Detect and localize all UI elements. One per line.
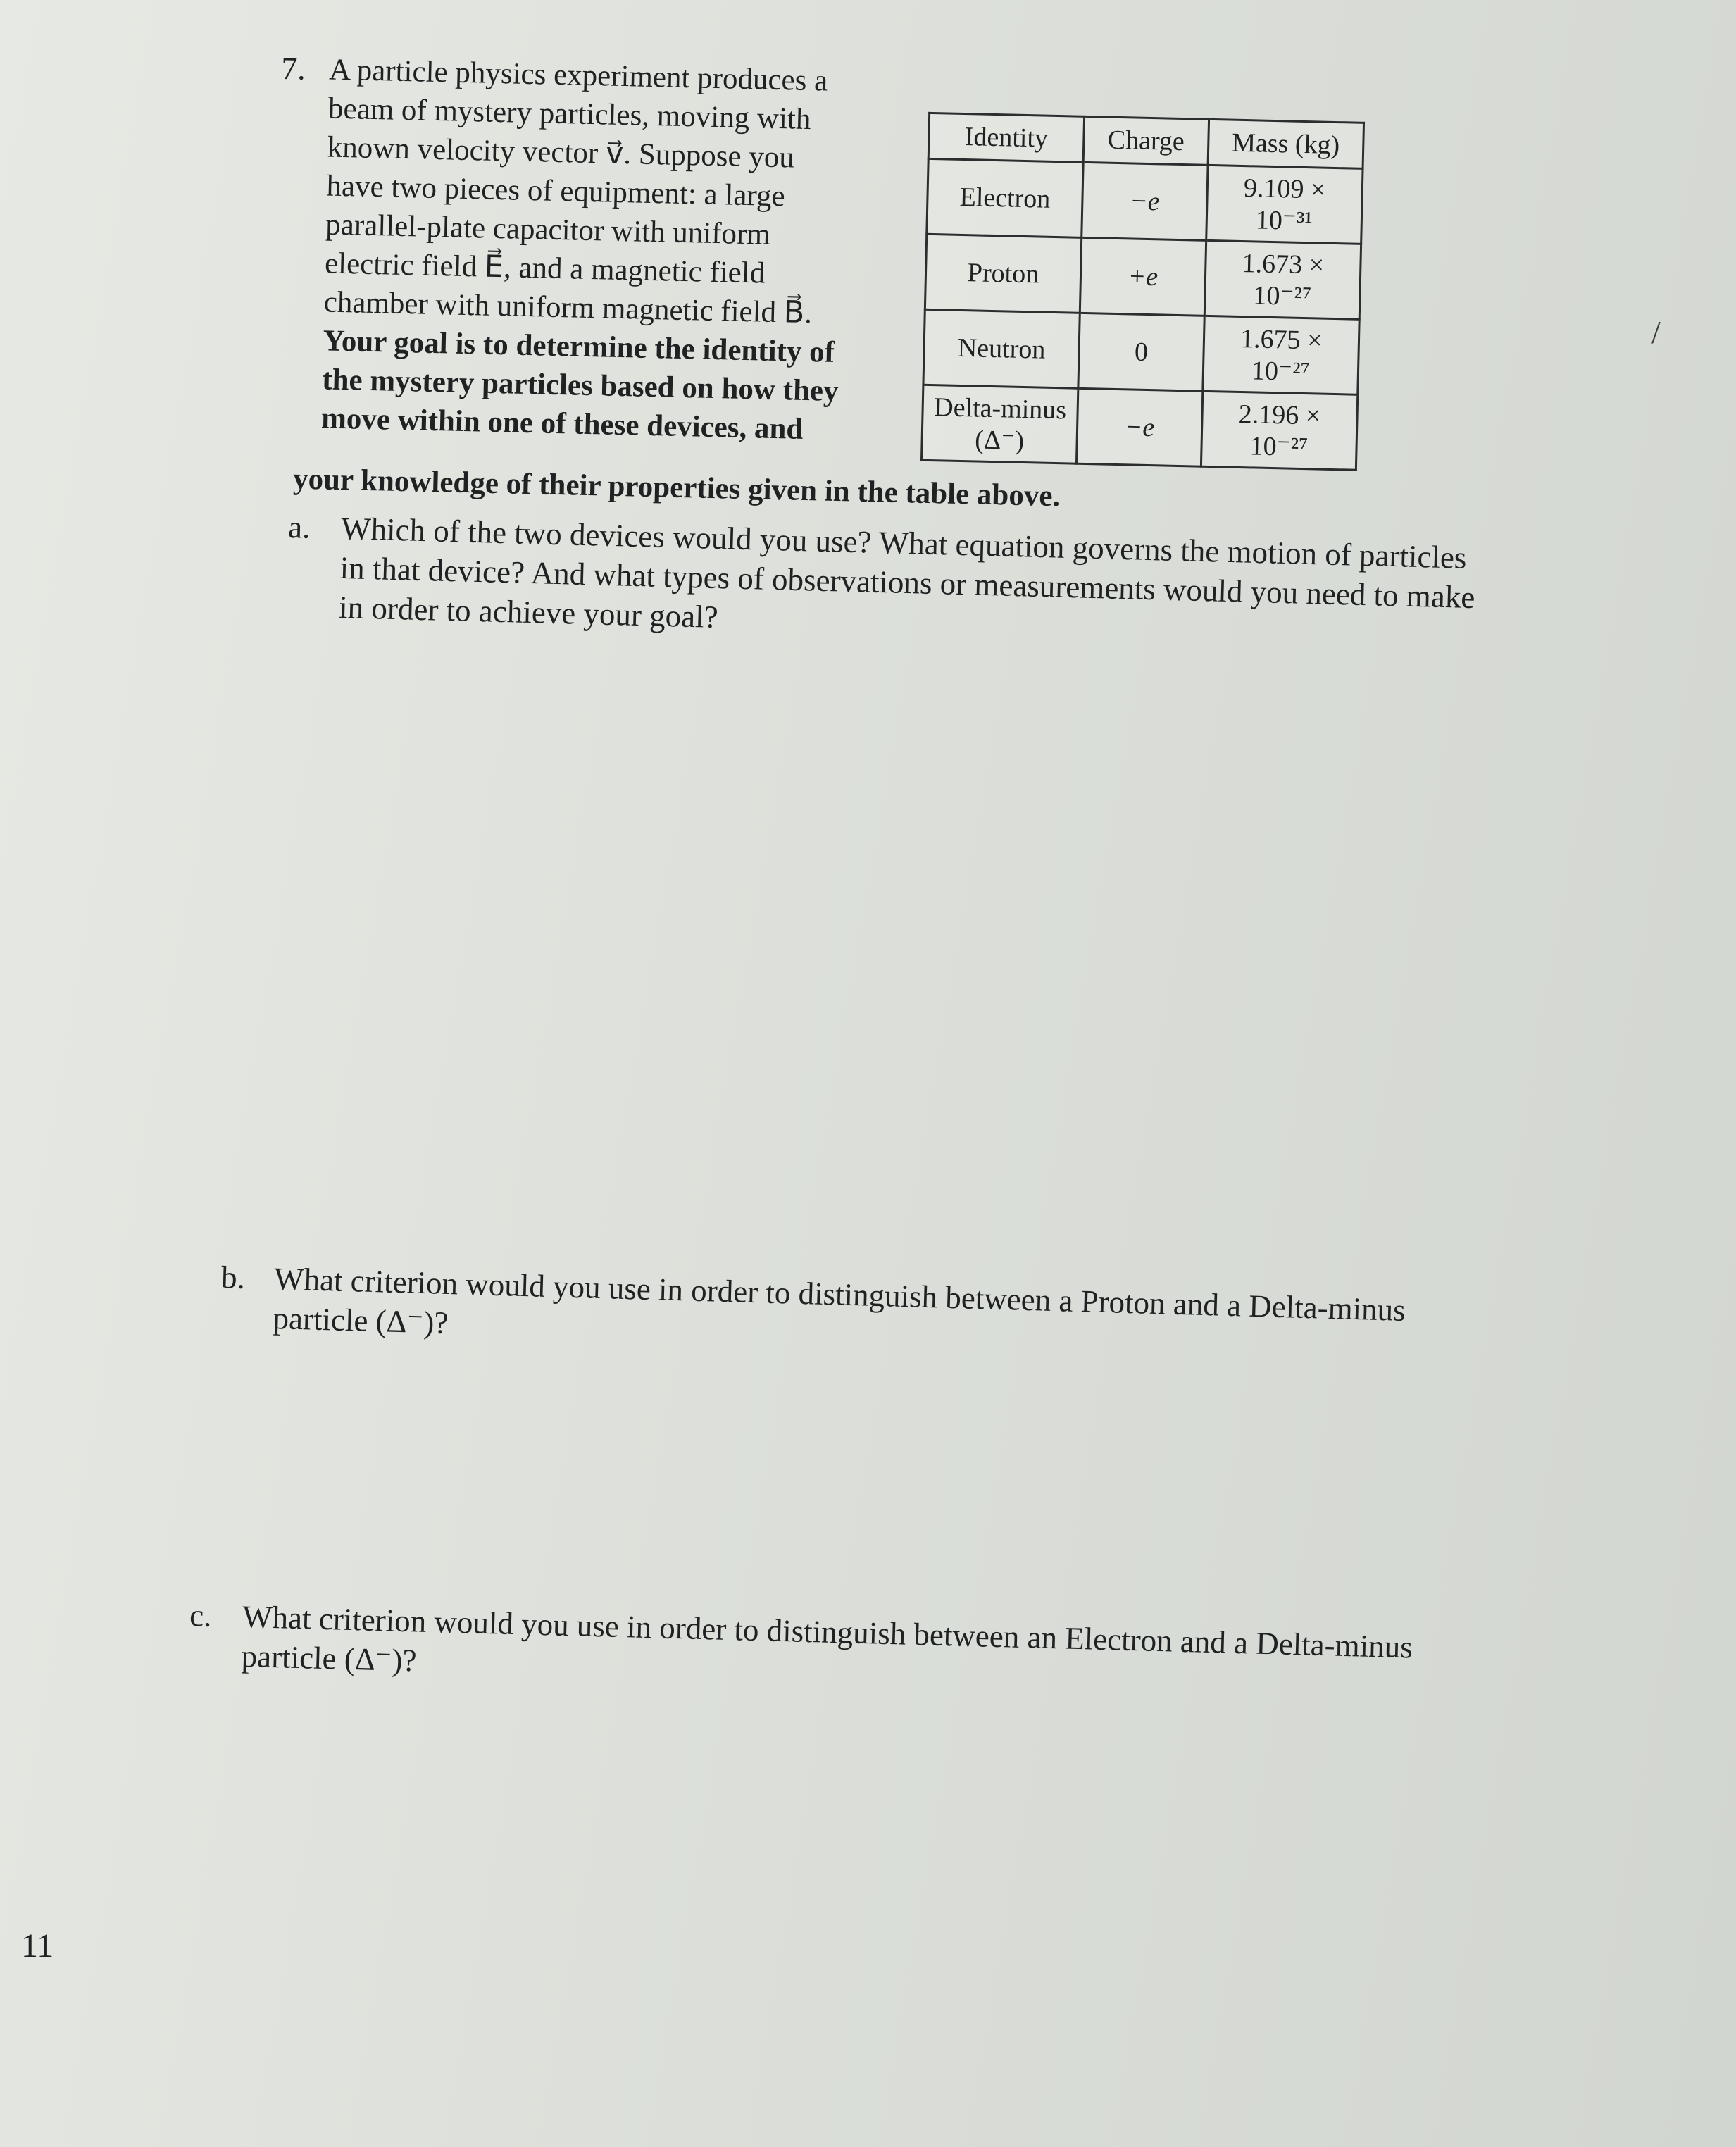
intro-line: electric field E⃗, and a magnetic field [324, 247, 766, 290]
identity-name: Neutron [957, 332, 1046, 365]
goal-line: Your goal is to determine the identity of [323, 324, 835, 369]
stray-pen-mark: / [1651, 314, 1661, 350]
part-a-label: a. [287, 509, 311, 545]
part-b-label: b. [220, 1259, 246, 1295]
cell-identity [922, 385, 1078, 463]
part-c-text: What criterion would you use in order to distinguish between an Electron and a Delta-minus particle (Δ⁻)? [241, 1598, 1413, 1679]
question-7 [271, 49, 1366, 553]
particle-table [920, 112, 1365, 471]
cell-identity [923, 309, 1080, 388]
header-charge: Charge [1083, 116, 1209, 165]
goal-line: the mystery particles based on how they [321, 363, 839, 409]
cell-charge: −e [1082, 162, 1208, 240]
part-b-text: What criterion would you use in order to distinguish between a Proton and a Delta-minus particle (Δ⁻)? [272, 1261, 1406, 1340]
table-row [925, 234, 1361, 319]
question-number: 7. [280, 49, 306, 87]
identity-name: Electron [959, 182, 1051, 214]
part-c-label: c. [189, 1597, 213, 1633]
table-row [927, 158, 1363, 244]
cell-mass: 1.673 × 10⁻²⁷ [1204, 240, 1361, 319]
cell-charge: +e [1080, 237, 1206, 316]
cell-charge: −e [1076, 388, 1202, 466]
goal-line: move within one of these devices, and [320, 402, 804, 446]
header-mass: Mass (kg) [1208, 119, 1364, 168]
intro-line: beam of mystery particles, moving with [327, 92, 811, 137]
cell-identity [927, 158, 1083, 237]
intro-line: A particle physics experiment produces a [328, 53, 828, 98]
cell-mass: 1.675 × 10⁻²⁷ [1203, 316, 1360, 394]
table-row [923, 309, 1359, 394]
identity-name: Delta-minus [933, 392, 1067, 425]
cell-mass: 2.196 × 10⁻²⁷ [1201, 391, 1358, 470]
cell-mass: 9.109 × 10⁻³¹ [1206, 165, 1363, 244]
intro-line: known velocity vector v⃗. Suppose you [327, 130, 795, 175]
cell-identity [925, 234, 1081, 313]
cell-charge: 0 [1078, 313, 1204, 391]
intro-line: chamber with uniform magnetic field B⃗. [323, 285, 813, 330]
question-intro [321, 51, 865, 450]
identity-symbol: (Δ⁻) [974, 424, 1025, 456]
identity-name: Proton [967, 258, 1039, 290]
table-row [922, 385, 1358, 470]
part-a-text: Which of the two devices would you use? What equation governs the motion of particles in that device? And what types of observations or measurements would you need to make in order to achieve your goal? [338, 510, 1475, 635]
goal-last-line: your knowledge of their properties given in the table above. [292, 462, 1061, 514]
header-identity: Identity [928, 113, 1084, 162]
intro-line: have two pieces of equipment: a large [326, 169, 786, 213]
intro-line: parallel-plate capacitor with uniform [325, 208, 771, 251]
page-number: 11 [21, 1927, 54, 1965]
